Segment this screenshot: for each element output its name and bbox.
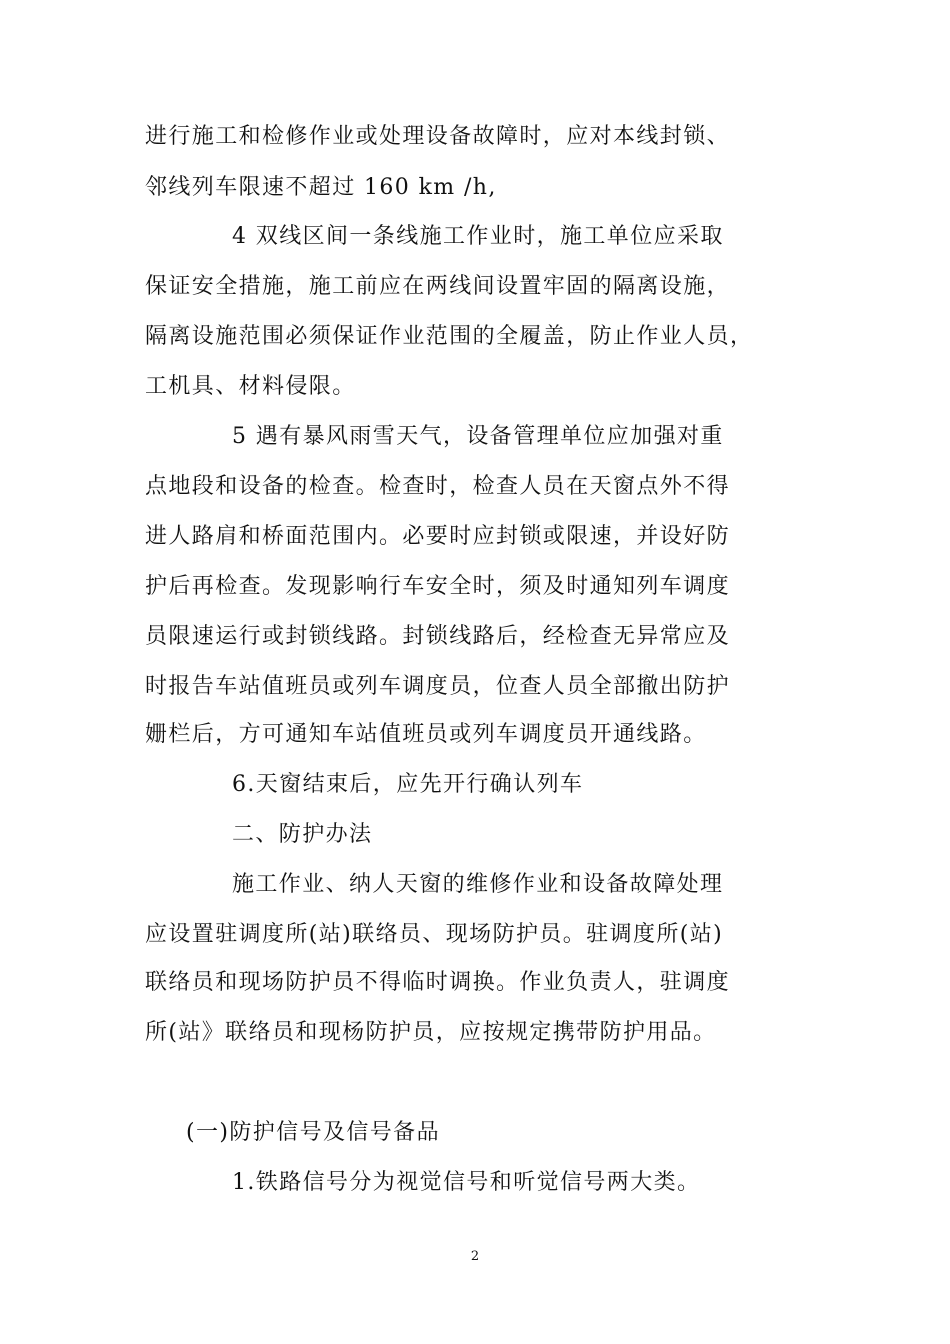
item-5-heading-line: 5 遇有暴风雨雪天气，设备管理单位应加强对重 bbox=[232, 424, 724, 449]
page-number: 2 bbox=[470, 1249, 480, 1264]
body-line: 姗栏后，方可通知车站值班员或列车调度员开通线路。 bbox=[145, 722, 707, 747]
body-line: 所(站》联络员和现杨防护员，应按规定携带防护用品。 bbox=[145, 1020, 717, 1045]
body-line: 应设置驻调度所(站)联络员、现场防护员。驻调度所(站) bbox=[145, 922, 724, 947]
body-line: 时报告车站值班员或列车调度员，位查人员全部撤出防护 bbox=[145, 674, 731, 699]
section-heading: 二、防护办法 bbox=[232, 822, 373, 847]
body-line: 进行施工和检修作业或处理设备故障时，应对本线封锁、 bbox=[145, 124, 731, 149]
body-line: 隔离设施范围必须保证作业范围的全履盖，防止作业人员， bbox=[145, 324, 754, 349]
subsection-heading: (一)防护信号及信号备品 bbox=[186, 1120, 440, 1145]
body-line: 工机具、材料侵限。 bbox=[145, 374, 356, 399]
paragraph-first-line: 施工作业、纳人天窗的维修作业和设备故障处理 bbox=[232, 872, 724, 897]
body-line: 邻线列车限速不超过 160 km /h, bbox=[145, 175, 497, 200]
body-line: 护后再检查。发现影响行车安全时，须及时通知列车调度 bbox=[145, 574, 731, 599]
item-1-line: 1.铁路信号分为视觉信号和听觉信号两大类。 bbox=[232, 1170, 701, 1195]
item-4-heading-line: 4 双线区间一条线施工作业时，施工单位应采取 bbox=[232, 224, 724, 249]
body-line: 员限速运行或封锁线路。封锁线路后，经检查无异常应及 bbox=[145, 624, 731, 649]
item-6-line: 6.天窗结束后，应先开行确认列车 bbox=[232, 772, 584, 797]
body-line: 联络员和现场防护员不得临时调换。作业负责人，驻调度 bbox=[145, 970, 731, 995]
body-line: 进人路肩和桥面范围内。必要时应封锁或限速，并设好防 bbox=[145, 524, 731, 549]
body-line: 保证安全措施，施工前应在两线间设置牢固的隔离设施， bbox=[145, 274, 731, 299]
body-line: 点地段和设备的检查。检查时，检查人员在天窗点外不得 bbox=[145, 474, 731, 499]
